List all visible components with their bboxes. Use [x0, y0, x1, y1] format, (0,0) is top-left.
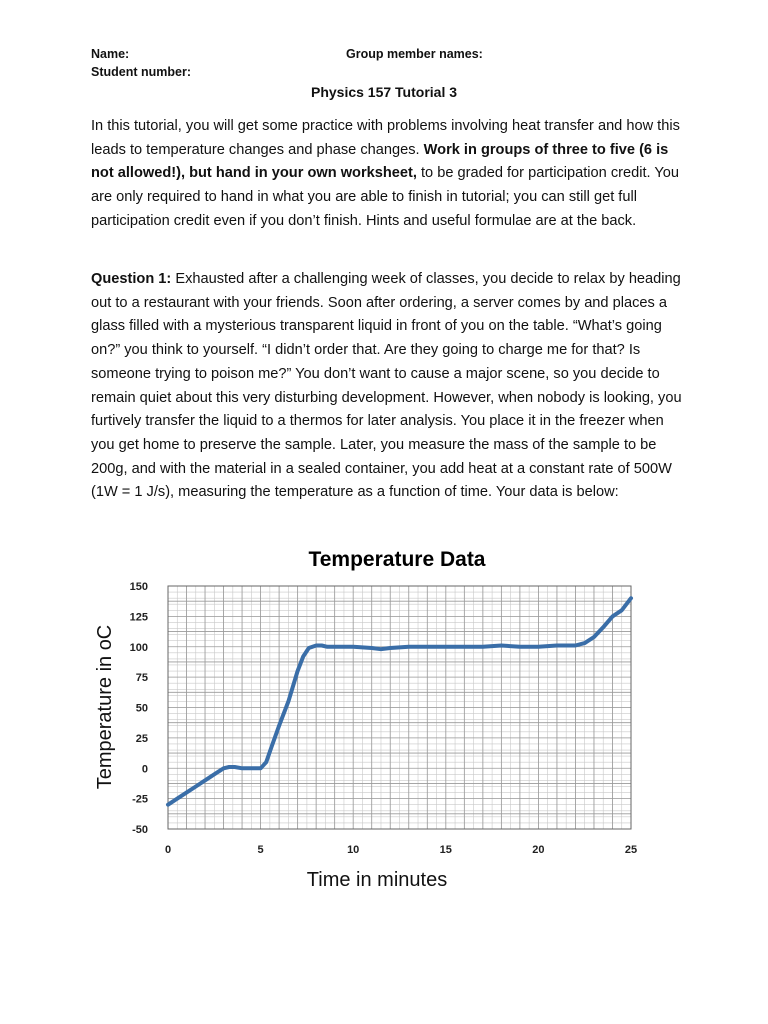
- question-1-text: Exhausted after a challenging week of classes, you decide to relax by heading out to a restaurant with your friends. Soon after ordering, a server comes by and places a glass filled with a mysterious transparent liquid in front of you on the table. “What’s going on?” you think to yourself. “I didn’t order that. Are they going to charge me for that? Is someone trying to poison me?” You don’t want to cause a major scene, so you decide to remain quiet about this very disturbing development. However, when nobody is looking, you furtively transfer the liquid to a thermos for later analysis. You place it in the freezer when you get home to preserve the sample. Later, you measure the mass of the sample to be 200g, and with the material in a sealed container, you add heat at a constant rate of 500W (1W = 1 J/s), measuring the temperature as a function of time. Your data is below:: [91, 271, 682, 501]
- x-tick-labels: [165, 844, 637, 856]
- x-tick-label: 10: [347, 844, 360, 856]
- x-tick-label: 5: [257, 844, 264, 856]
- x-tick-label: 25: [624, 844, 638, 856]
- intro-paragraph: [91, 115, 691, 234]
- question-1-paragraph: [91, 268, 691, 505]
- x-tick-label: 0: [164, 844, 172, 856]
- y-tick-label: 25: [135, 732, 148, 745]
- y-tick-label: 0: [141, 763, 148, 776]
- y-tick-label: 150: [129, 581, 148, 593]
- y-tick-label: 125: [129, 611, 148, 624]
- x-tick-label: 15: [439, 844, 452, 856]
- y-tick-labels: [130, 581, 148, 836]
- intro-bold-text: Work in groups of three to five (6 is not allowed!), but hand in your own worksheet,: [91, 141, 669, 182]
- intro-text-1: In this tutorial, you will get some practice with problems involving heat transfer and how this leads to temperature changes and phase changes.: [91, 118, 680, 158]
- y-tick-label: 100: [129, 641, 148, 654]
- x-tick-label: 20: [532, 844, 545, 856]
- y-tick-label: 50: [135, 702, 148, 715]
- group-members-label: Group member names:: [346, 47, 483, 61]
- page-title: Physics 157 Tutorial 3: [310, 84, 458, 100]
- temperature-chart: [80, 538, 660, 898]
- question-1-label: Question 1:: [91, 271, 172, 287]
- chart-title: Temperature Data: [308, 548, 486, 571]
- student-number-label: Student number:: [91, 65, 191, 79]
- name-label: Name:: [91, 47, 130, 61]
- y-tick-label: -50: [132, 824, 148, 836]
- y-tick-label: 75: [135, 672, 148, 685]
- x-axis-label: Time in minutes: [306, 869, 448, 891]
- y-tick-label: -25: [132, 793, 148, 806]
- y-axis-label: Temperature in oC: [94, 624, 116, 790]
- intro-text-2: to be graded for participation credit. You are only required to hand in what you are able to finish in tutorial; you can still get full participation credit even if you don’t finish. Hints and useful formulae are at the back.: [91, 165, 679, 229]
